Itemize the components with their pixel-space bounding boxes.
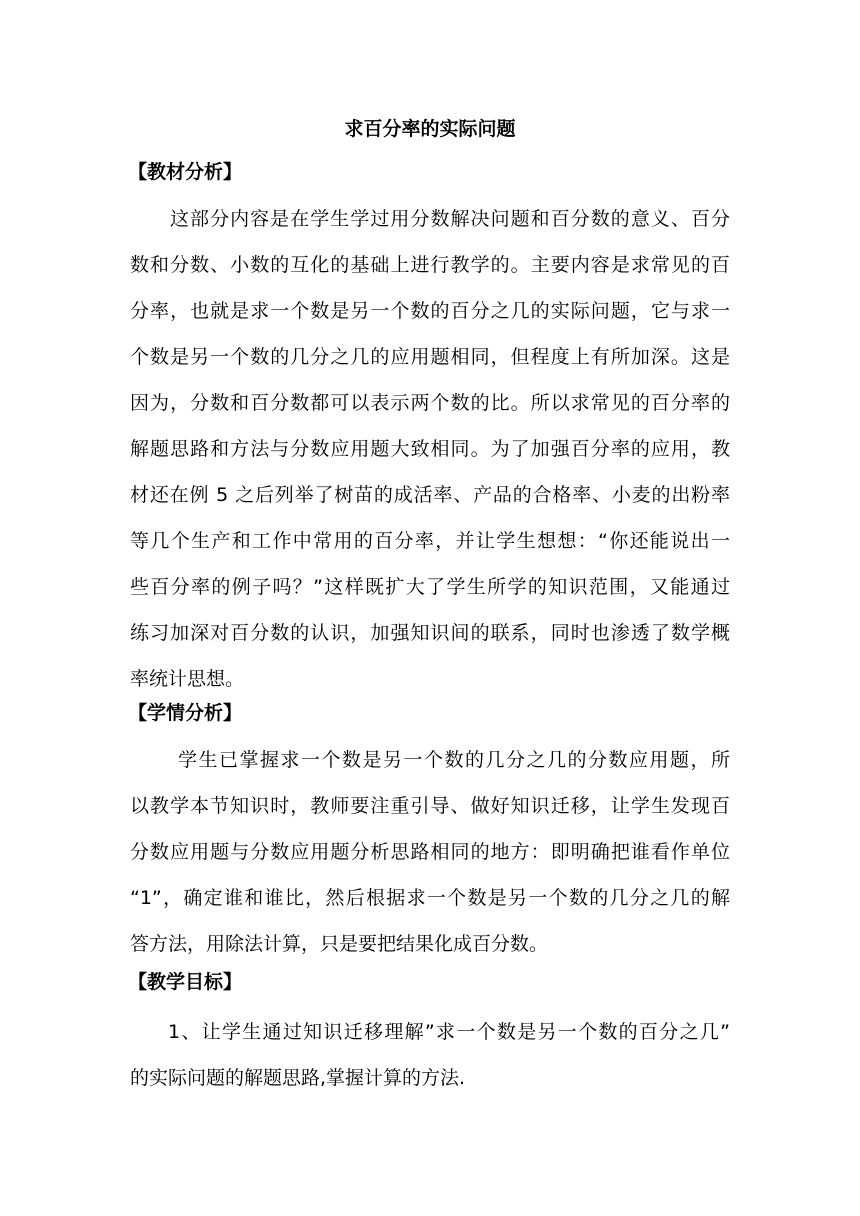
paragraph-line: 答方法，用除法计算，只是要把结果化成百分数。: [130, 933, 549, 955]
paragraph-line: 等几个生产和工作中常用的百分率，并让学生想想：“你还能说出一: [130, 530, 730, 552]
paragraph-line: 分数应用题与分数应用题分析思路相同的地方：即明确把谁看作单位: [130, 841, 730, 863]
paragraph-line: 个数是另一个数的几分之几的应用题相同，但程度上有所加深。这是: [130, 346, 730, 368]
paragraph-line: 因为，分数和百分数都可以表示两个数的比。所以求常见的百分率的: [130, 392, 730, 414]
paragraph-line: 分率，也就是求一个数是另一个数的百分之几的实际问题，它与求一: [130, 300, 730, 322]
paragraph-line: 的实际问题的解题思路,掌握计算的方法.: [130, 1067, 466, 1089]
paragraph-line: 率统计思想。: [130, 668, 245, 690]
document-title: 求百分率的实际问题: [344, 118, 516, 140]
paragraph-line: 以教学本节知识时，教师要注重引导、做好知识迁移，让学生发现百: [130, 795, 730, 817]
paragraph-line: 练习加深对百分数的认识，加强知识间的联系，同时也渗透了数学概: [130, 622, 730, 644]
section-heading-learner-analysis: 【学情分析】: [128, 702, 243, 724]
paragraph-line: 解题思路和方法与分数应用题大致相同。为了加强百分率的应用，教: [130, 438, 730, 460]
paragraph-line: 这部分内容是在学生学过用分数解决问题和百分数的意义、百分: [170, 208, 730, 230]
paragraph-line: 1、让学生通过知识迁移理解”求一个数是另一个数的百分之几”: [168, 1021, 730, 1043]
paragraph-line: “1”，确定谁和谁比，然后根据求一个数是另一个数的几分之几的解: [130, 887, 730, 909]
paragraph-line: 材还在例 5 之后列举了树苗的成活率、产品的合格率、小麦的出粉率: [130, 484, 730, 506]
paragraph-line: 数和分数、小数的互化的基础上进行教学的。主要内容是求常见的百: [130, 254, 730, 276]
paragraph-line: 学生已掌握求一个数是另一个数的几分之几的分数应用题，所: [178, 749, 730, 771]
section-heading-teaching-goals: 【教学目标】: [128, 971, 243, 993]
section-heading-textbook-analysis: 【教材分析】: [128, 161, 243, 183]
paragraph-line: 些百分率的例子吗？”这样既扩大了学生所学的知识范围，又能通过: [130, 576, 730, 598]
